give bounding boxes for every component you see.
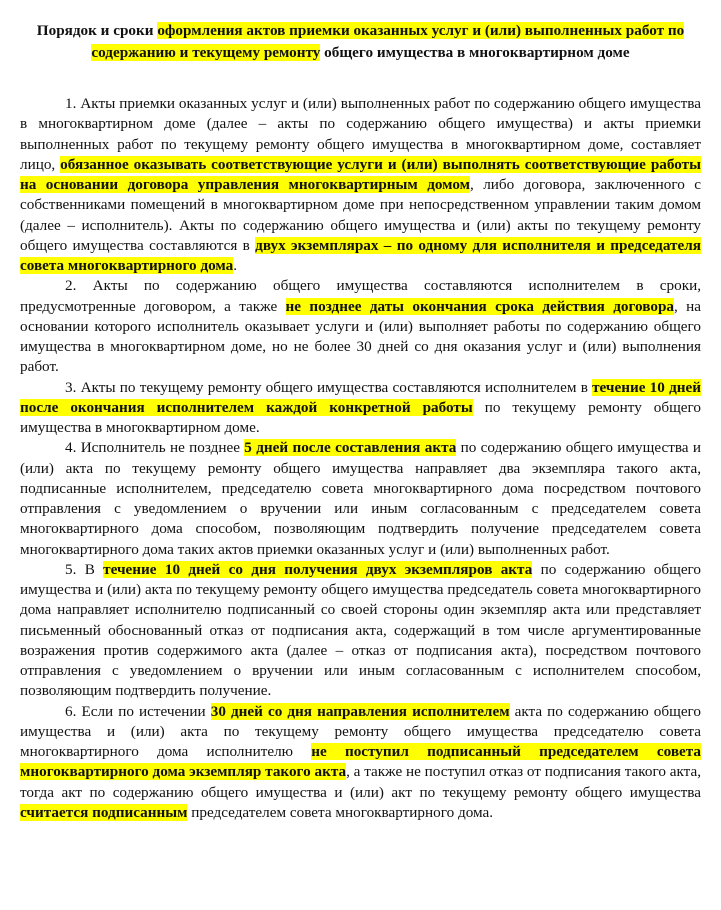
text-segment: , а также не поступил отказ от подписания такого акта, тогда акт по содержанию общего имущества и (или) акт по текущему ремонту общего имущества (20, 763, 701, 801)
text-segment: по содержанию общего имущества и (или) акта по текущему ремонту общего имущества председатель совета многоквартирного дома направляет исполнителю подписанный со своей стороны один экземпляр акта или представляет письменный обоснованный отказ от подписания акта, содержащий в том числе аргументированные возражения против содержимого акта (далее – отказ от подписания акта), посредством почтового отправления с уведомлением о вручении или иным согласованным с исполнителем способом, позволяющим подтвердить получение. (20, 560, 701, 700)
highlight-segment: двух экземплярах – по одному для исполнителя и председателя совета многоквартирного дома (20, 236, 701, 274)
highlight-segment: 5 дней после составления акта (244, 439, 457, 457)
highlight-segment: течение 10 дней после окончания исполнителем каждой конкретной работы (20, 378, 702, 416)
paragraph-6 (20, 702, 701, 824)
title-highlight: оформления актов приемки оказанных услуг и (или) выполненных работ по содержанию и текущему ремонту (91, 22, 685, 61)
text-segment: , либо договора, заключенного с собственниками помещений в многоквартирном доме при непосредственном управлении таким домом (далее – исполнитель). Акты по содержанию общего имущества и (или) акты по текущему ремонту общего имущества составляются в (20, 176, 701, 254)
paragraph-2 (20, 276, 701, 377)
text-segment: акта по содержанию общего имущества и (или) акта по текущему ремонту общего имущества председателю совета многоквартирного дома исполнителю (20, 702, 702, 760)
text-segment: . (233, 257, 238, 274)
text-segment: по содержанию общего имущества и (или) акта по текущему ремонту общего имущества направляет два экземпляра такого акта, подписанные исполнителем, председателю совета многоквартирного дома посредством почтового отправления с уведомлением о вручении или иным согласованным с председателем совета многоквартирного дома способом, позволяющим подтвердить получение председателем совета многоквартирного дома таких актов приемки оказанных услуг и (или) выполненных работ. (20, 439, 701, 558)
highlight-segment: 30 дней со дня направления исполнителем (210, 702, 510, 720)
paragraph-4 (20, 438, 701, 560)
text-segment: 2. Акты по содержанию общего имущества составляются исполнителем в сроки, предусмотренные договором, а также (20, 277, 701, 315)
text-segment: 1. Акты приемки оказанных услуг и (или) выполненных работ по содержанию общего имущества в многоквартирном доме (далее – акты по содержанию общего имущества) и акты приемки выполненных работ по текущему ремонту общего имущества в многоквартирном доме, составляет лицо, (20, 95, 701, 173)
highlight-segment: не поступил подписанный председателем совета многоквартирного дома экземпляр такого акта (20, 743, 702, 781)
highlight-segment: не позднее даты окончания срока действия договора (285, 297, 674, 315)
highlight-segment: считается подписанным (20, 803, 188, 821)
text-segment: 5. В (65, 560, 104, 578)
title-segment: общего имущества в многоквартирном доме (320, 44, 630, 61)
text-segment: председателем совета многоквартирного дома. (187, 803, 494, 821)
paragraph-1 (20, 94, 701, 276)
text-segment: по текущему ремонту общего имущества в многоквартирном доме. (20, 398, 701, 436)
paragraph-5 (20, 560, 701, 702)
text-segment: , на основании которого исполнитель оказывает услуги и (или) выполняет работы по содержанию общего имущества в многоквартирном доме, но не более 30 дней со дня оказания услуг и (или) выполнения работ. (20, 297, 702, 376)
highlight-segment: обязанное оказывать соответствующие услуги и (или) выполнять соответствующие работы на основании договора управления многоквартирным домом (20, 155, 701, 193)
title-segment: Порядок и сроки (36, 22, 158, 39)
text-segment: 6. Если по истечении (65, 702, 211, 720)
document-title (30, 20, 691, 64)
highlight-segment: течение 10 дней со дня получения двух экземпляров акта (103, 560, 533, 578)
text-segment: 3. Акты по текущему ремонту общего имущества составляются исполнителем в (65, 378, 593, 396)
text-segment: 4. Исполнитель не позднее (65, 439, 245, 457)
paragraph-3 (20, 378, 701, 439)
